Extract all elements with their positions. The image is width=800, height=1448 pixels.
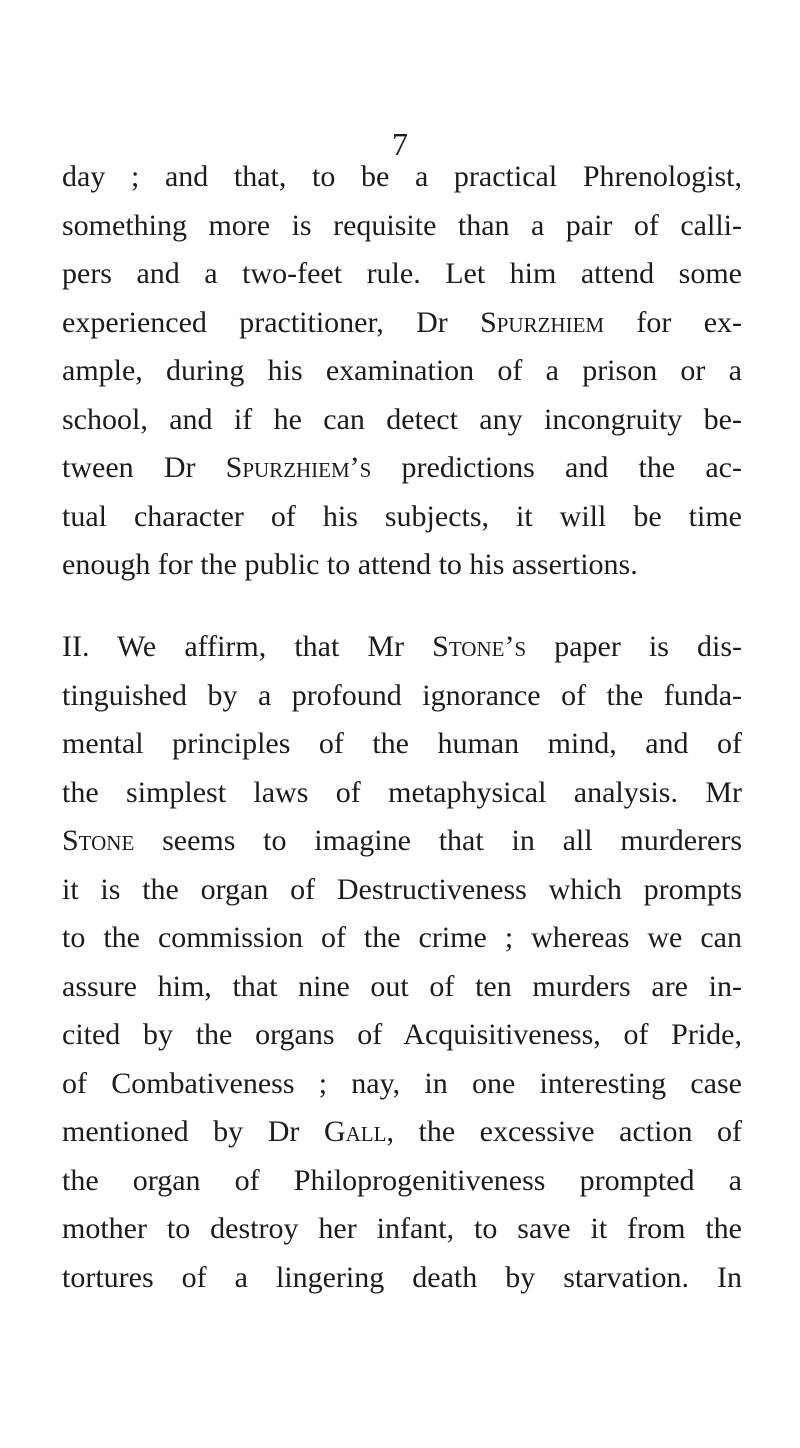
text-line: ample, during his examination of a prison or a xyxy=(62,354,742,387)
text-line: something more is requisite than a pair of calli- xyxy=(62,208,742,242)
text-line: mental principles of the human mind, and of xyxy=(62,727,742,760)
text-line: tual character of his subjects, it will be time xyxy=(62,499,742,533)
text-line: assure him, that nine out of ten murders are in- xyxy=(62,969,742,1003)
text-line: mother to destroy her infant, to save it from the xyxy=(62,1212,742,1245)
paragraph-1 xyxy=(62,153,742,590)
text-line: experienced practitioner, Dr Spurzhiem for ex- xyxy=(62,305,742,339)
text-line: the organ of Philoprogenitiveness prompted a xyxy=(62,1163,742,1197)
text-line: Stone seems to imagine that in all murderers xyxy=(62,824,742,857)
text-line: it is the organ of Destructiveness which prompts xyxy=(62,872,742,906)
name-spurzhiem-possessive: Spurzhiem’s xyxy=(225,451,372,484)
text-line: tortures of a lingering death by starvation. In xyxy=(62,1260,742,1294)
text-line: tween Dr Spurzhiem’s predictions and the ac- xyxy=(62,451,742,484)
name-gall: Gall xyxy=(323,1115,387,1148)
text-line: of Combativeness ; nay, in one interesting case xyxy=(62,1066,742,1100)
text-line: day ; and that, to be a practical Phrenologist, xyxy=(62,160,742,193)
text-line: to the commission of the crime ; whereas we can xyxy=(62,921,742,954)
text-line: tinguished by a profound ignorance of the funda- xyxy=(62,678,742,712)
text-line: pers and a two-feet rule. Let him attend some xyxy=(62,257,742,290)
page-number: 7 xyxy=(392,126,408,162)
name-spurzhiem: Spurzhiem xyxy=(480,305,605,339)
text-line: school, and if he can detect any incongruity be- xyxy=(62,402,742,436)
text-line: the simplest laws of metaphysical analysis. Mr xyxy=(62,775,742,809)
paragraph-2 xyxy=(62,623,742,1302)
text-line: mentioned by Dr Gall, the excessive action of xyxy=(62,1115,743,1148)
text-line: enough for the public to attend to his assertions. xyxy=(62,548,638,581)
name-stone: Stone xyxy=(62,824,135,857)
text-line: II. We affirm, that Mr Stone’s paper is dis- xyxy=(62,630,743,663)
text-line: cited by the organs of Acquisitiveness, of Pride, xyxy=(62,1018,742,1051)
name-stone-possessive: Stone’s xyxy=(432,630,527,663)
